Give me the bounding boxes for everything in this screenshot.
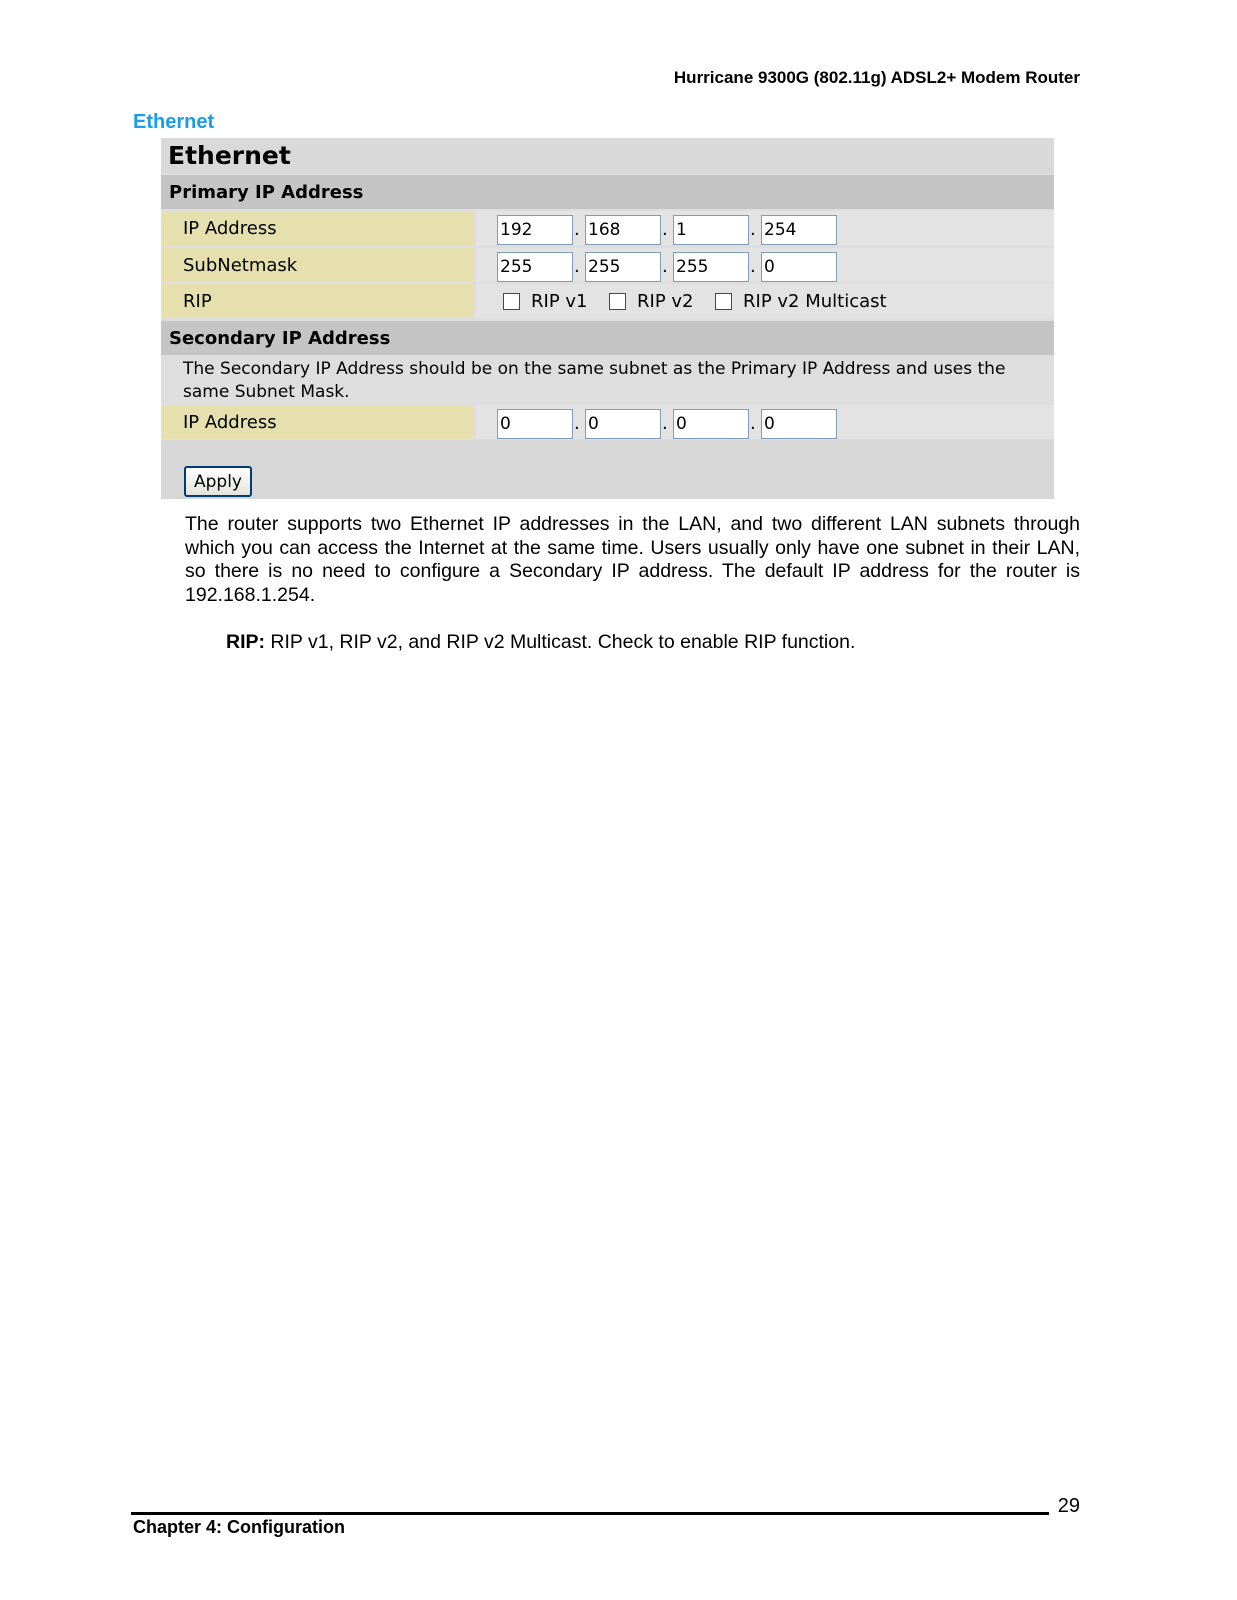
dot-separator: . xyxy=(662,413,668,434)
secondary-ip-section-heading: Secondary IP Address xyxy=(161,321,1054,355)
dot-separator: . xyxy=(750,413,756,434)
primary-ip-section-heading: Primary IP Address xyxy=(161,175,1054,209)
primary-ip-octet-2[interactable] xyxy=(585,215,661,245)
chapter-footer: Chapter 4: Configuration xyxy=(133,1517,345,1537)
rip-v2-checkbox[interactable] xyxy=(609,293,626,310)
subnet-mask-octet-2[interactable] xyxy=(585,252,661,282)
description-paragraph: The router supports two Ethernet IP addresses in the LAN, and two different LAN subnets through which you can access the Internet at the same time. Users usually only have one subnet in their LAN, so there is no need to configure a Secondary IP address. The default IP address for the router is 192.168.1.254. xyxy=(185,513,1080,606)
apply-button[interactable]: Apply xyxy=(184,466,252,497)
rip-label: RIP xyxy=(161,284,474,318)
footer-rule xyxy=(131,1512,1049,1515)
secondary-ip-octet-1[interactable] xyxy=(497,409,573,439)
panel-title: Ethernet xyxy=(161,138,1054,173)
page-number: 29 xyxy=(1057,1495,1080,1517)
primary-ip-label: IP Address xyxy=(161,211,474,245)
dot-separator: . xyxy=(662,219,668,240)
dot-separator: . xyxy=(574,256,580,277)
subnet-mask-label: SubNetmask xyxy=(161,248,474,282)
rip-v2-multicast-label: RIP v2 Multicast xyxy=(743,291,887,312)
subnet-mask-octet-1[interactable] xyxy=(497,252,573,282)
dot-separator: . xyxy=(574,413,580,434)
secondary-ip-octet-3[interactable] xyxy=(673,409,749,439)
rip-v1-label: RIP v1 xyxy=(531,291,588,312)
dot-separator: . xyxy=(750,256,756,277)
subnet-mask-fields xyxy=(476,248,1054,282)
rip-description xyxy=(226,630,855,654)
apply-area xyxy=(161,440,1054,499)
primary-ip-octet-1[interactable] xyxy=(497,215,573,245)
secondary-ip-fields xyxy=(476,405,1054,439)
section-heading: Ethernet xyxy=(133,111,215,133)
subnet-mask-row xyxy=(161,248,1054,282)
primary-ip-octet-3[interactable] xyxy=(673,215,749,245)
primary-ip-row xyxy=(161,211,1054,245)
rip-v2-multicast-checkbox[interactable] xyxy=(715,293,732,310)
dot-separator: . xyxy=(750,219,756,240)
subnet-mask-octet-3[interactable] xyxy=(673,252,749,282)
rip-description-text: RIP v1, RIP v2, and RIP v2 Multicast. Check to enable RIP function. xyxy=(265,631,856,653)
secondary-ip-label: IP Address xyxy=(161,405,474,439)
dot-separator: . xyxy=(662,256,668,277)
primary-ip-octet-4[interactable] xyxy=(761,215,837,245)
rip-term: RIP: xyxy=(226,631,265,653)
subnet-mask-octet-4[interactable] xyxy=(761,252,837,282)
ethernet-config-panel xyxy=(161,138,1054,499)
rip-row xyxy=(161,284,1054,318)
secondary-ip-octet-4[interactable] xyxy=(761,409,837,439)
dot-separator: . xyxy=(574,219,580,240)
secondary-ip-note: The Secondary IP Address should be on the same subnet as the Primary IP Address and uses the same Subnet Mask. xyxy=(161,357,1054,403)
primary-ip-fields xyxy=(476,211,1054,245)
document-header: Hurricane 9300G (802.11g) ADSL2+ Modem Router xyxy=(673,68,1080,87)
rip-v2-label: RIP v2 xyxy=(637,291,694,312)
rip-v1-checkbox[interactable] xyxy=(503,293,520,310)
secondary-ip-octet-2[interactable] xyxy=(585,409,661,439)
secondary-ip-row xyxy=(161,405,1054,439)
rip-options xyxy=(476,284,1054,318)
